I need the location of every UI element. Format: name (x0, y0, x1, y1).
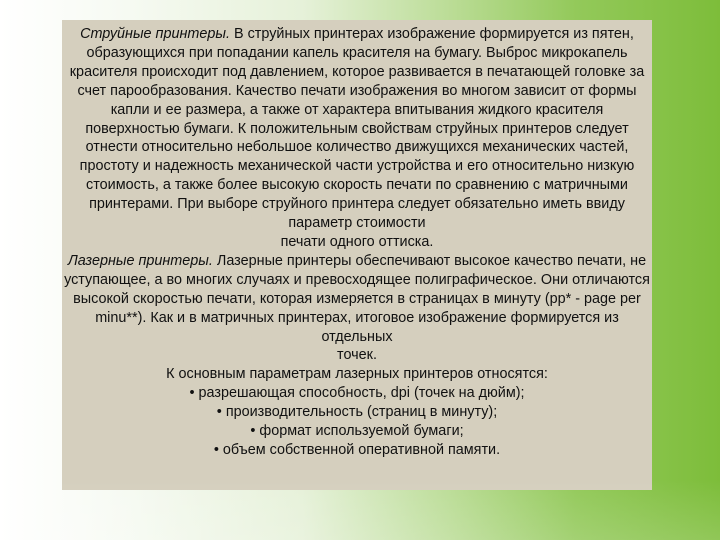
inkjet-heading: Струйные принтеры. (80, 26, 230, 42)
inkjet-paragraph (62, 25, 652, 233)
inkjet-body: В струйных принтерах изображение формируется из пятен, образующихся при попадании капель красителя на бумагу. Выброс микрокапель красителя происходит под давлением, которое развивается в печатающей головке за счет парообразования. Качество печати изображения во многом зависит от формы капли и ее размера, а также от характера впитывания жидкого красителя поверхностью бумаги. К положительным свойствам струйных принтеров следует отнести относительно небольшое количество движущихся механических частей, простоту и надежность механической части устройства и его относительно низкую стоимость, а также более высокую скорость печати по сравнению с матричными принтерами. При выборе струйного принтера следует обязательно иметь ввиду параметр стоимости (69, 26, 645, 232)
param-item-performance: • производительность (страниц в минуту); (216, 404, 498, 421)
params-intro: К основным параметрам лазерных принтеров относятся: (166, 366, 548, 383)
laser-body: Лазерные принтеры обеспечивают высокое качество печати, не уступающее, а во многих случаях и превосходящее полиграфическое. Они отличаются высокой скоростью печати, которая измеряется в страницах в минуту (pp* - page per minu**). Как и в матричных принтерах, итоговое изображение формируется из отдельных (64, 252, 650, 345)
laser-heading: Лазерные принтеры. (67, 252, 213, 269)
laser-paragraph (62, 252, 652, 347)
param-item-memory: • объем собственной оперативной памяти. (213, 441, 501, 458)
laser-paragraph-end: точек. (337, 347, 377, 364)
inkjet-paragraph-end: печати одного оттиска. (280, 233, 434, 250)
slide-text (62, 25, 652, 460)
param-item-paper-format: • формат используемой бумаги; (250, 423, 464, 440)
param-item-resolution: • разрешающая способность, dpi (точек на дюйм); (189, 385, 525, 402)
